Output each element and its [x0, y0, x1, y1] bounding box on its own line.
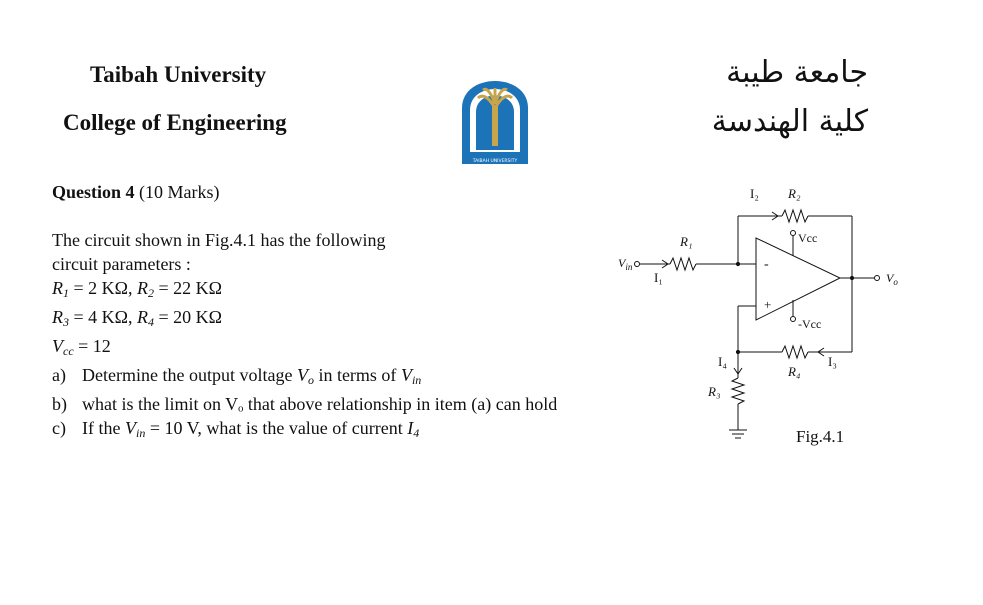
question-title: Question 4: [52, 182, 135, 202]
svg-text:Vo: [886, 271, 898, 287]
label-i3: I₃: [828, 354, 837, 369]
university-logo: [456, 58, 534, 164]
item-c: c) If the $V_{in} = 10$ V, what is the value of current $I_4$: [52, 418, 420, 440]
college-name-en: College of Engineering: [63, 110, 287, 135]
label-i4: I₄: [718, 354, 727, 369]
param-line-vcc: $V_{cc} = 12$: [52, 336, 111, 358]
university-name-en: Taibah University: [90, 62, 267, 87]
label-plus: +: [764, 297, 772, 312]
label-r2: R₂: [788, 186, 801, 201]
resistor-r2: [782, 210, 808, 222]
param-line-r1-r2: $R_1 = 2$ KΩ, $R_2 = 22$ KΩ: [52, 278, 223, 300]
label-vo-sub: o: [893, 277, 898, 287]
label-vo: V: [886, 271, 894, 285]
logo-caption: TAIBAH UNIVERSITY: [472, 159, 518, 164]
resistor-r4: [782, 346, 808, 358]
resistor-r3: [732, 378, 744, 404]
university-name-ar: جامعة طيبة: [726, 55, 868, 90]
svg-text:Vin: [618, 256, 633, 272]
label-vin: V: [618, 256, 626, 270]
label-r3: R₃: [708, 384, 721, 399]
college-name-ar: كلية الهندسة: [711, 104, 868, 139]
label-i1: I₁: [654, 270, 663, 285]
item-a: a) Determine the output voltage $V_o$ in terms of $V_{in}$: [52, 365, 422, 387]
question-marks: (10 Marks): [139, 182, 220, 202]
circuit-diagram: [610, 180, 910, 455]
label-i2: I₂: [750, 186, 759, 201]
label-r1: R₁: [680, 234, 693, 249]
label-vcc-neg: -Vcc: [798, 317, 822, 331]
intro-line-1: The circuit shown in Fig.4.1 has the following: [52, 230, 386, 250]
label-minus: -: [764, 257, 769, 272]
label-vcc-pos: Vcc: [798, 231, 818, 245]
figure-caption: Fig.4.1: [796, 427, 845, 446]
param-line-r3-r4: $R_3 = 4$ KΩ, $R_4 = 20$ KΩ: [52, 307, 223, 329]
label-vin-sub: in: [625, 262, 633, 272]
question-body: [52, 228, 622, 445]
label-r4: R₄: [788, 364, 801, 379]
question-heading: [52, 180, 220, 204]
item-b: b) what is the limit on Vₒ that above relationship in item (a) can hold: [52, 394, 558, 414]
resistor-r1: [670, 258, 696, 270]
intro-line-2: circuit parameters :: [52, 254, 191, 274]
